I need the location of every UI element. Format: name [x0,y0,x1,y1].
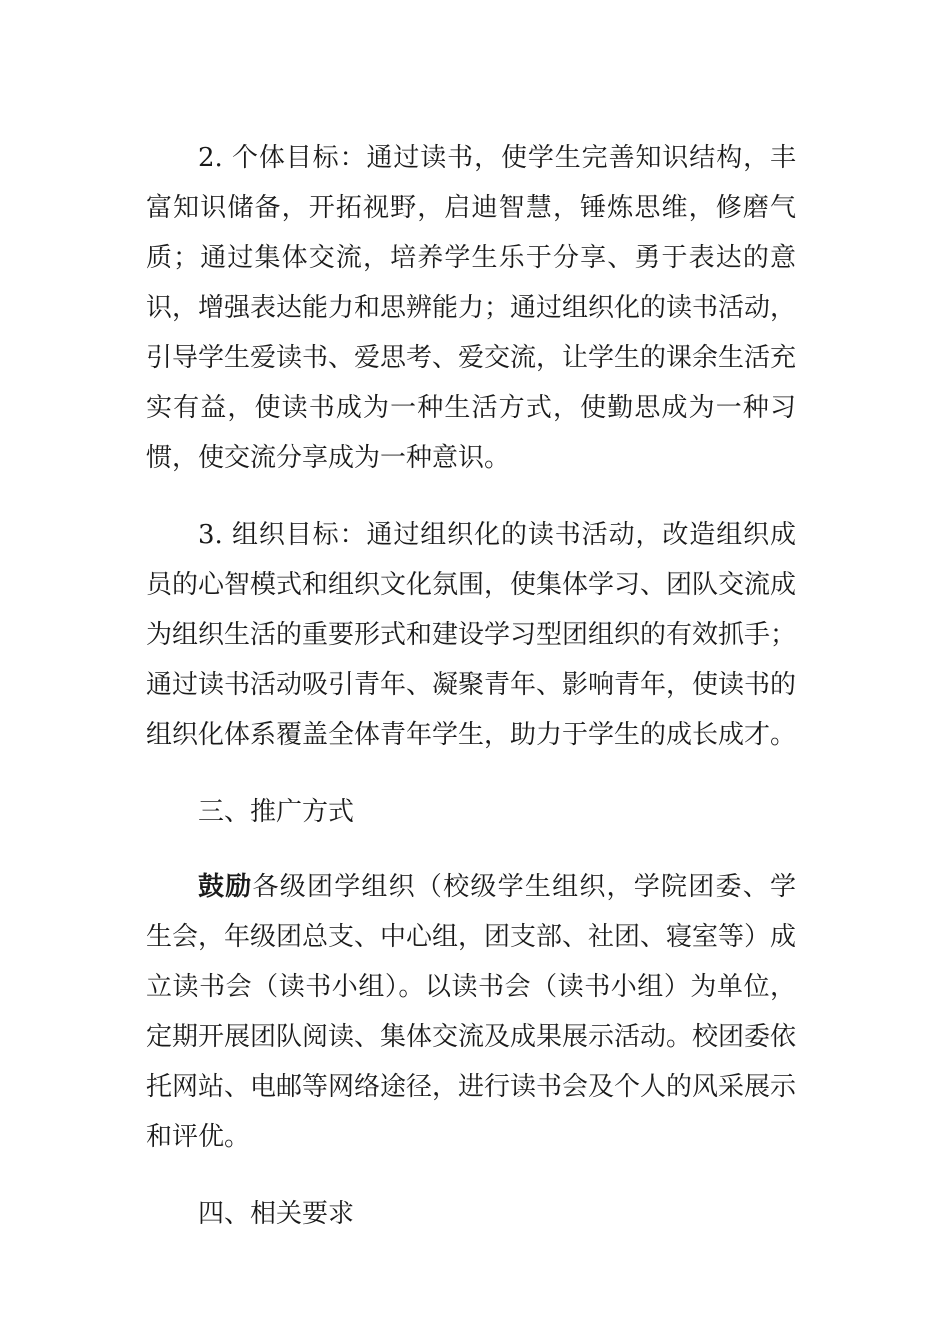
section-heading-promotion: 三、推广方式 [198,797,355,827]
section-heading-requirements: 四、相关要求 [198,1199,355,1229]
paragraph-individual-goal: 2. 个体目标：通过读书，使学生完善知识结构，丰富知识储备，开拓视野，启迪智慧，锤炼思维，修磨气质；通过集体交流，培养学生乐于分享、勇于表达的意识，增强表达能力和思辨能力；通过组织化的读书活动，引导学生爱读书、爱思考、爱交流，让学生的课余生活充实有益，使读书成为一种生活方式，使勤思成为一种习惯，使交流分享成为一种意识。 [146,143,797,473]
paragraph-promotion-body: 各级团学组织（校级学生组织，学院团委、学生会，年级团总支、中心组，团支部、社团、寝室等）成立读书会（读书小组）。以读书会（读书小组）为单位，定期开展团队阅读、集体交流及成果展示活动。校团委依托网站、电邮等网络途径，进行读书会及个人的风采展示和评优。 [146,872,797,1152]
paragraph-organization-goal: 3. 组织目标：通过组织化的读书活动，改造组织成员的心智模式和组织文化氛围，使集体学习、团队交流成为组织生活的重要形式和建设学习型团组织的有效抓手；通过读书活动吸引青年、凝聚青年、影响青年，使读书的组织化体系覆盖全体青年学生，助力于学生的成长成才。 [146,520,797,750]
document-page [146,133,796,1264]
paragraph-promotion [146,862,796,1162]
paragraph-lead-word: 鼓励 [198,872,253,902]
